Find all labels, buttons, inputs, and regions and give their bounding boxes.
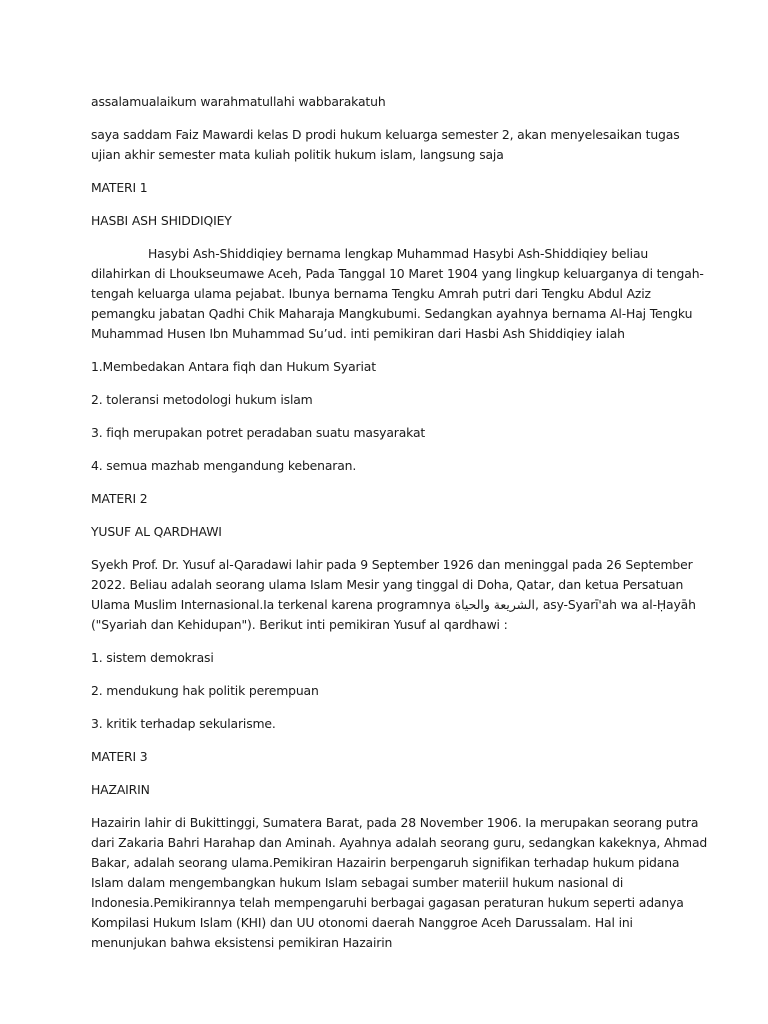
- materi-3-label: MATERI 3: [91, 749, 148, 764]
- materi-1-bio: Hasybi Ash-Shiddiqiey bernama lengkap Muhammad Hasybi Ash-Shiddiqiey beliau dilahirkan di Lhoukseumawe Aceh, Pada Tanggal 10 Maret 1904 yang lingkup keluarganya di tengah-tengah keluarga ulama pejabat. Ibunya bernama Tengku Amrah putri dari Tengku Abdul Aziz pemangku jabatan Qadhi Chik Maharaja Mangkubumi. Sedangkan ayahnya bernama Al-Haj Tengku Muhammad Husen Ibn Muhammad Su’ud. inti pemikiran dari Hasbi Ash Shiddiqiey ialah: [91, 246, 704, 341]
- materi-1-label: MATERI 1: [91, 180, 148, 195]
- materi-3-title: HAZAIRIN: [91, 782, 150, 797]
- materi-1-title: HASBI ASH SHIDDIQIEY: [91, 213, 232, 228]
- materi-2-point-1: 1. sistem demokrasi: [91, 650, 214, 665]
- materi-2-title: YUSUF AL QARDHAWI: [91, 524, 222, 539]
- materi-2-bio: Syekh Prof. Dr. Yusuf al-Qaradawi lahir pada 9 September 1926 dan meninggal pada 26 September 2022. Beliau adalah seorang ulama Islam Mesir yang tinggal di Doha, Qatar, dan ketua Persatuan Ulama Muslim Internasional.Ia terkenal karena programnya الشريعة والحياة, asy-Syarī'ah wa al-Ḥayāh ("Syariah dan Kehidupan"). Berikut inti pemikiran Yusuf al qardhawi :: [91, 557, 696, 632]
- materi-1-point-3: 3. fiqh merupakan potret peradaban suatu masyarakat: [91, 425, 426, 440]
- materi-2-label: MATERI 2: [91, 491, 148, 506]
- materi-3-bio: Hazairin lahir di Bukittinggi, Sumatera Barat, pada 28 November 1906. Ia merupakan seorang putra dari Zakaria Bahri Harahap dan Aminah. Ayahnya adalah seorang guru, sedangkan kakeknya, Ahmad Bakar, adalah seorang ulama.Pemikiran Hazairin berpengaruh signifikan terhadap hukum pidana Islam dalam mengembangkan hukum Islam sebagai sumber materiil hukum nasional di Indonesia.Pemikirannya telah mempengaruhi berbagai gagasan peraturan hukum seperti adanya Kompilasi Hukum Islam (KHI) dan UU otonomi daerah Nanggroe Aceh Darussalam. Hal ini menunjukan bahwa eksistensi pemikiran Hazairin: [91, 815, 708, 950]
- materi-1-point-1: 1.Membedakan Antara fiqh dan Hukum Syariat: [91, 359, 376, 374]
- greeting-text: assalamualaikum warahmatullahi wabbarakatuh: [91, 94, 386, 109]
- materi-1-point-4: 4. semua mazhab mengandung kebenaran.: [91, 458, 357, 473]
- materi-2-point-3: 3. kritik terhadap sekularisme.: [91, 716, 276, 731]
- intro-paragraph: saya saddam Faiz Mawardi kelas D prodi hukum keluarga semester 2, akan menyelesaikan tugas ujian akhir semester mata kuliah politik hukum islam, langsung saja: [91, 127, 680, 162]
- materi-1-point-2: 2. toleransi metodologi hukum islam: [91, 392, 313, 407]
- materi-2-point-2: 2. mendukung hak politik perempuan: [91, 683, 319, 698]
